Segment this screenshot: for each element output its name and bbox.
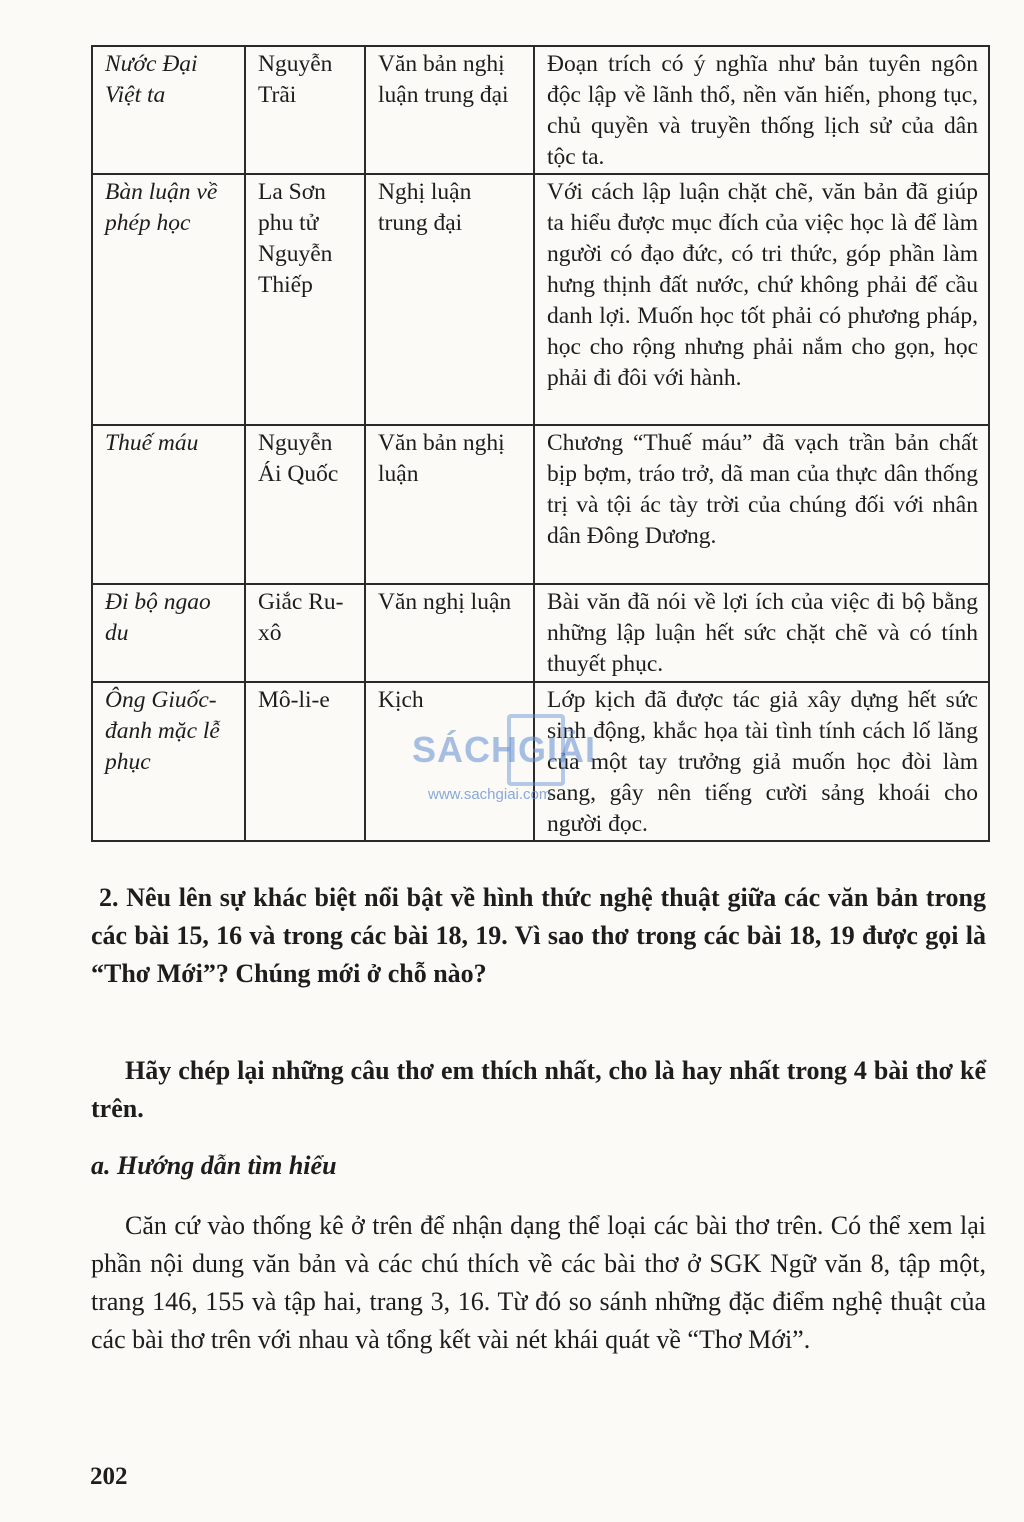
page-number: 202 [90, 1463, 128, 1490]
work-author: Nguyễn Ái Quốc [245, 425, 365, 584]
work-summary: Bài văn đã nói về lợi ích của việc đi bộ bằng những lập luận hết sức chặt chẽ và có tính thuyết phục. [534, 584, 989, 682]
work-author: La Sơn phu tử Nguyễn Thiếp [245, 174, 365, 425]
table-row [92, 425, 989, 584]
table-row [92, 46, 989, 174]
table-row [92, 174, 989, 425]
watermark-url: www.sachgiai.com [428, 786, 552, 803]
work-genre: Kịch [365, 682, 534, 841]
watermark-logo: SÁCHGIẢI [412, 729, 597, 770]
work-title: Thuế máu [92, 425, 245, 584]
work-title: Đi bộ ngao du [92, 584, 245, 682]
work-author: Nguyễn Trãi [245, 46, 365, 174]
summary-table [91, 45, 990, 842]
work-title: Nước Đại Việt ta [92, 46, 245, 174]
work-genre: Văn bản nghị luận trung đại [365, 46, 534, 174]
table-row [92, 682, 989, 841]
work-summary: Đoạn trích có ý nghĩa như bản tuyên ngôn độc lập về lãnh thổ, nền văn hiến, phong tục, chủ quyền và truyền thống lịch sử của dân tộc ta. [534, 46, 989, 174]
work-author: Giắc Ru-xô [245, 584, 365, 682]
work-title: Bàn luận về phép học [92, 174, 245, 425]
section-subheading: a. Hướng dẫn tìm hiểu [91, 1151, 337, 1180]
work-author: Mô-li-e [245, 682, 365, 841]
work-genre: Văn nghị luận [365, 584, 534, 682]
guide-paragraph: Căn cứ vào thống kê ở trên để nhận dạng thể loại các bài thơ trên. Có thể xem lại phần nội dung văn bản và các chú thích về các bài thơ ở SGK Ngữ văn 8, tập một, trang 146, 155 và tập hai, trang 3, 16. Từ đó so sánh những đặc điểm nghệ thuật của các bài thơ trên với nhau và tổng kết vài nét khái quát về “Thơ Mới”. [91, 1211, 986, 1354]
work-genre: Văn bản nghị luận [365, 425, 534, 584]
question-request: Hãy chép lại những câu thơ em thích nhất, cho là hay nhất trong 4 bài thơ kể trên. [91, 1056, 986, 1123]
work-summary: Chương “Thuế máu” đã vạch trần bản chất bịp bợm, tráo trở, dã man của thực dân thống trị và tội ác tày trời của chúng đối với nhân dân Đông Dương. [534, 425, 989, 584]
question-2: 2. Nêu lên sự khác biệt nổi bật về hình thức nghệ thuật giữa các văn bản trong các bài 15, 16 và trong các bài 18, 19. Vì sao thơ trong các bài 18, 19 được gọi là “Thơ Mới”? Chúng mới ở chỗ nào? [91, 883, 986, 988]
work-title: Ông Giuốc-đanh mặc lễ phục [92, 682, 245, 841]
table-row [92, 584, 989, 682]
work-summary: Lớp kịch đã được tác giả xây dựng hết sức sinh động, khắc họa tài tình tính cách lố lăng của một tay trưởng giả muốn học đòi làm sang, gây nên tiếng cười sảng khoái cho người đọc. [534, 682, 989, 841]
work-summary: Với cách lập luận chặt chẽ, văn bản đã giúp ta hiểu được mục đích của việc học là để làm người có đạo đức, có tri thức, góp phần làm hưng thịnh đất nước, chứ không phải để cầu danh lợi. Muốn học tốt phải có phương pháp, học cho rộng nhưng phải nắm cho gọn, học phải đi đôi với hành. [534, 174, 989, 425]
work-genre: Nghị luận trung đại [365, 174, 534, 425]
